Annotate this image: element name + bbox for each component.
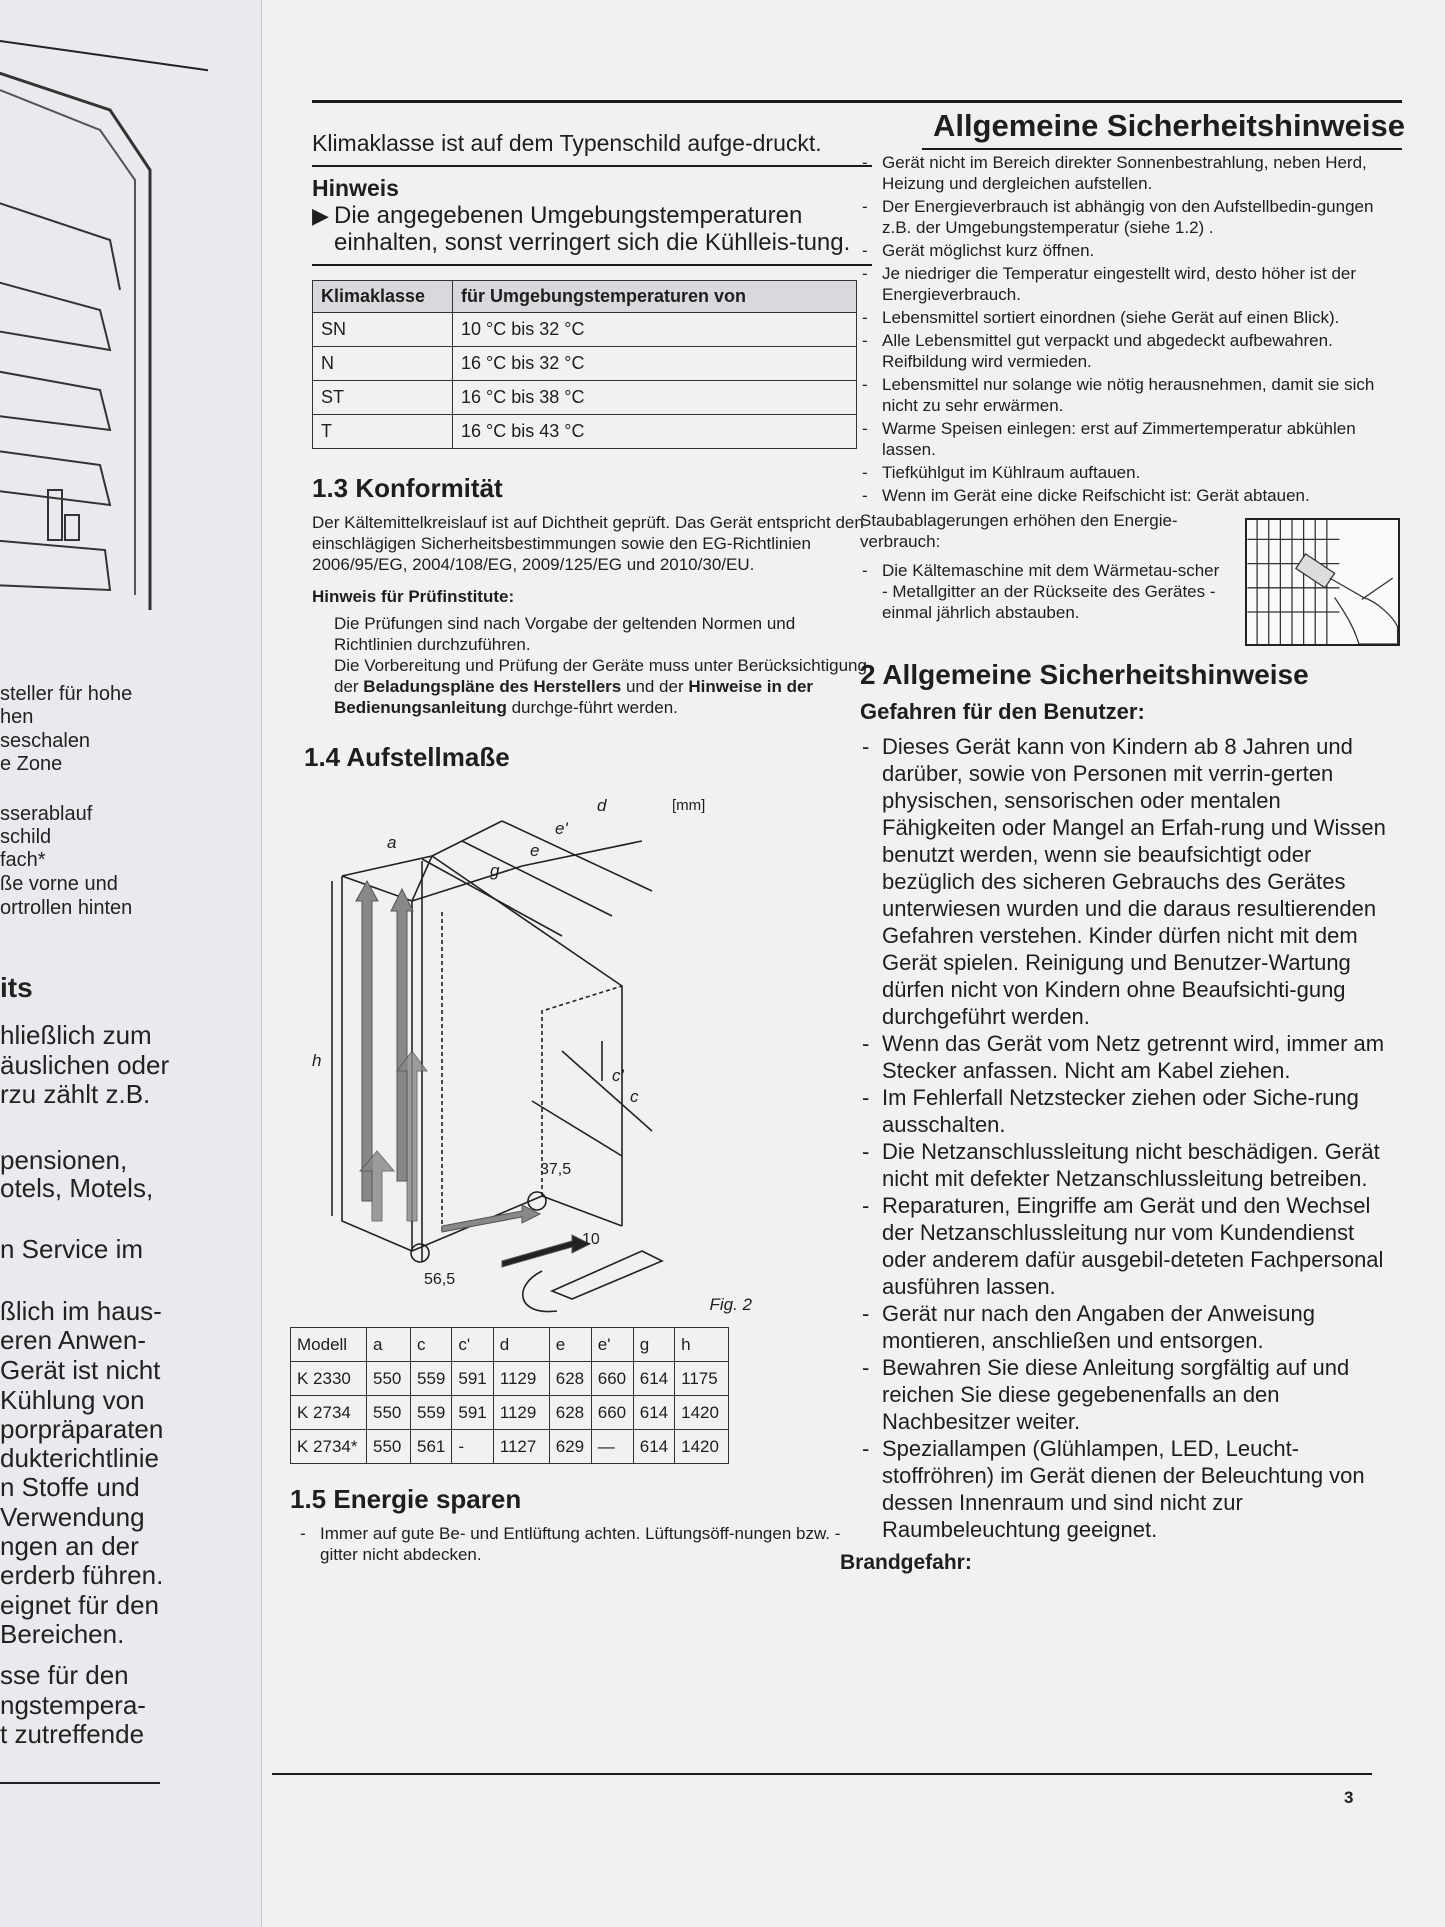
table-cell: 16 °C bis 38 °C bbox=[453, 381, 857, 415]
list-item: - Reparaturen, Eingriffe am Gerät und den Wechsel der Netzanschlussleitung nur vom Kundendienst oder anderem dafür ausgebil-deteten Fachpersonal ausführen lassen. bbox=[860, 1192, 1400, 1300]
table-row bbox=[313, 381, 857, 415]
list-item: - Lebensmittel nur solange wie nötig herausnehmen, damit sie sich nicht zu sehr erwärmen. bbox=[860, 374, 1400, 416]
list-item: - Bewahren Sie diese Anleitung sorgfältig auf und reichen Sie diese gegebenenfalls an den Nachbesitzer weiter. bbox=[860, 1354, 1400, 1435]
right-page bbox=[262, 0, 1445, 1927]
table-header-cell: Klimaklasse bbox=[313, 281, 453, 313]
klimaklasse-table bbox=[312, 280, 857, 449]
pruefinstitute-title: Hinweis für Prüfinstitute: bbox=[312, 587, 515, 606]
list-item: - Tiefkühlgut im Kühlraum auftauen. bbox=[860, 462, 1400, 483]
right-column bbox=[840, 152, 1400, 1575]
energie-list-right bbox=[860, 152, 1400, 506]
left-heading: its bbox=[0, 972, 33, 1003]
dim-label-e-prime: e' bbox=[555, 819, 568, 838]
table-cell: 1420 bbox=[675, 1396, 729, 1430]
table-cell: 550 bbox=[367, 1362, 411, 1396]
left-line: erderb führen. bbox=[0, 1560, 164, 1590]
table-header-cell: a bbox=[367, 1328, 411, 1362]
left-line: dukterichtlinie bbox=[0, 1443, 159, 1473]
staub-text: Staubablagerungen erhöhen den Energie-verbrauch: bbox=[860, 511, 1178, 551]
list-item: - Der Energieverbrauch ist abhängig von den Aufstellbedin-gungen z.B. der Umgebungstemperatur (siehe 1.2) . bbox=[860, 196, 1400, 238]
left-line: n Service im bbox=[0, 1234, 144, 1264]
footer-rule bbox=[272, 1773, 1372, 1775]
table-header-cell: c bbox=[411, 1328, 452, 1362]
sicherheit-list bbox=[860, 733, 1400, 1543]
left-page bbox=[0, 0, 262, 1927]
table-header-cell: d bbox=[493, 1328, 549, 1362]
divider bbox=[312, 264, 872, 266]
table-header-row bbox=[313, 281, 857, 313]
dim-label-56-5: 56,5 bbox=[424, 1271, 456, 1288]
left-line: Verwendung bbox=[0, 1502, 145, 1532]
dimension-figure bbox=[312, 781, 792, 1321]
pruef-text-bold: Beladungspläne des Herstellers bbox=[363, 677, 622, 696]
left-line: sse für den bbox=[0, 1660, 129, 1690]
pruef-text-part: durchge-führt werden. bbox=[506, 698, 678, 717]
list-item: - Speziallampen (Glühlampen, LED, Leucht-stoffröhren) im Gerät dienen der Beleuchtung von dessen Innenraum und sind nicht zur Raumbeleuchtung geeignet. bbox=[860, 1435, 1400, 1543]
table-cell: 16 °C bis 32 °C bbox=[453, 347, 857, 381]
table-cell: 614 bbox=[633, 1362, 674, 1396]
list-item: - Alle Lebensmittel gut verpackt und abgedeckt aufbewahren. Reifbildung wird vermieden. bbox=[860, 330, 1400, 372]
list-item: - Die Kältemaschine mit dem Wärmetau-scher - Metallgitter an der Rückseite des Gerätes - einmal jährlich abstauben. bbox=[860, 560, 1225, 623]
table-header-cell: für Umgebungstemperaturen von bbox=[453, 281, 857, 313]
table-header-cell: g bbox=[633, 1328, 674, 1362]
table-header-cell: e' bbox=[591, 1328, 633, 1362]
page-number: 3 bbox=[1344, 1788, 1354, 1807]
table-row bbox=[313, 313, 857, 347]
table-header-cell: e bbox=[549, 1328, 591, 1362]
table-cell: - bbox=[452, 1430, 493, 1464]
left-line: schild bbox=[0, 826, 52, 848]
table-row bbox=[291, 1396, 729, 1430]
section-title-energie: 1.5 Energie sparen bbox=[290, 1484, 522, 1514]
left-line: ortrollen hinten bbox=[0, 897, 133, 919]
left-line: sserablauf bbox=[0, 803, 93, 825]
table-cell: SN bbox=[313, 313, 453, 347]
dim-label-37-5: 37,5 bbox=[540, 1161, 572, 1178]
table-cell: 628 bbox=[549, 1362, 591, 1396]
table-cell: 629 bbox=[549, 1430, 591, 1464]
list-item: - Warme Speisen einlegen: erst auf Zimmertemperatur abkühlen lassen. bbox=[860, 418, 1400, 460]
unit-label: [mm] bbox=[672, 797, 706, 814]
left-line: seschalen bbox=[0, 730, 91, 752]
list-item: - Gerät möglichst kurz öffnen. bbox=[860, 240, 1400, 261]
dim-label-c: c bbox=[630, 1087, 639, 1106]
left-line: n Stoffe und bbox=[0, 1472, 140, 1502]
konformitaet-text: Der Kältemittelkreislauf ist auf Dichtheit geprüft. Das Gerät entspricht den einschlägigen Sicherheitsbestimmungen sowie den EG-Richtlinien 2006/95/EG, 2004/108/EG, 2009/125/EG und 2010/30/EU. bbox=[312, 513, 864, 574]
left-line: Gerät ist nicht bbox=[0, 1355, 161, 1385]
table-header-row bbox=[291, 1328, 729, 1362]
left-line: ße vorne und bbox=[0, 873, 118, 895]
left-line: Bereichen. bbox=[0, 1619, 125, 1649]
energie-list-left bbox=[298, 1523, 872, 1565]
pruef-paragraph-1: Die Prüfungen sind nach Vorgabe der geltenden Normen und Richtlinien durchzuführen. bbox=[334, 614, 796, 654]
left-column bbox=[290, 130, 872, 1567]
table-cell: 591 bbox=[452, 1396, 493, 1430]
table-row bbox=[313, 415, 857, 449]
staub-section bbox=[860, 510, 1400, 623]
hinweis-title: Hinweis bbox=[312, 175, 399, 201]
divider bbox=[312, 165, 872, 167]
list-item: - Wenn im Gerät eine dicke Reifschicht ist: Gerät abtauen. bbox=[860, 485, 1400, 506]
list-item: - Die Netzanschlussleitung nicht beschädigen. Gerät nicht mit defekter Netzanschlussleitung betreiben. bbox=[860, 1138, 1400, 1192]
table-row bbox=[291, 1430, 729, 1464]
table-cell: ST bbox=[313, 381, 453, 415]
left-line: t zutreffende bbox=[0, 1719, 145, 1749]
left-line: steller für hohe bbox=[0, 683, 133, 705]
table-cell: 1420 bbox=[675, 1430, 729, 1464]
table-row bbox=[313, 347, 857, 381]
table-cell: 10 °C bis 32 °C bbox=[453, 313, 857, 347]
dim-label-c-prime: c' bbox=[612, 1066, 624, 1085]
left-line: ngstempera- bbox=[0, 1690, 146, 1720]
list-item: - Je niedriger die Temperatur eingestellt wird, desto höher ist der Energieverbrauch. bbox=[860, 263, 1400, 305]
pruef-text-bold: Hinweise in der Bedienungsanleitung bbox=[334, 677, 814, 717]
gefahren-title: Gefahren für den Benutzer: bbox=[860, 699, 1145, 724]
table-cell: 1129 bbox=[493, 1362, 549, 1396]
left-line: Kühlung von bbox=[0, 1385, 145, 1415]
table-cell: 614 bbox=[633, 1396, 674, 1430]
table-cell: 1129 bbox=[493, 1396, 549, 1430]
table-cell: 660 bbox=[591, 1396, 633, 1430]
dim-label-e: e bbox=[530, 841, 540, 860]
table-cell: — bbox=[591, 1430, 633, 1464]
table-header-cell: h bbox=[675, 1328, 729, 1362]
left-line: ßlich im haus- bbox=[0, 1296, 162, 1326]
left-line: e Zone bbox=[0, 753, 63, 775]
pruef-paragraph-2 bbox=[334, 655, 872, 718]
staub-list bbox=[860, 560, 1225, 623]
table-cell: 559 bbox=[411, 1362, 452, 1396]
header-underline bbox=[922, 148, 1402, 150]
list-item: - Immer auf gute Be- und Entlüftung achten. Lüftungsöff-nungen bzw. -gitter nicht abdecken. bbox=[298, 1523, 872, 1565]
table-cell: 614 bbox=[633, 1430, 674, 1464]
intro-text: Klimaklasse ist auf dem Typenschild aufge-druckt. bbox=[312, 130, 822, 156]
table-cell: 628 bbox=[549, 1396, 591, 1430]
section-title-konformitaet: 1.3 Konformität bbox=[312, 473, 503, 503]
list-item: - Lebensmittel sortiert einordnen (siehe Gerät auf einen Blick). bbox=[860, 307, 1400, 328]
dim-label-g: g bbox=[490, 861, 500, 880]
pruef-text-part: Die Vorbereitung und Prüfung der Geräte muss unter Berücksichtigung der bbox=[334, 656, 867, 696]
table-header-cell: c' bbox=[452, 1328, 493, 1362]
table-cell: 550 bbox=[367, 1396, 411, 1430]
section-title-aufstellmasse: 1.4 Aufstellmaße bbox=[304, 742, 510, 772]
table-cell: 1127 bbox=[493, 1430, 549, 1464]
left-line: rzu zählt z.B. bbox=[0, 1079, 151, 1109]
hinweis-note bbox=[312, 202, 872, 256]
list-item: - Wenn das Gerät vom Netz getrennt wird, immer am Stecker anfassen. Nicht am Kabel ziehen. bbox=[860, 1030, 1400, 1084]
list-item: - Dieses Gerät kann von Kindern ab 8 Jahren und darüber, sowie von Personen mit verrin-gerten physischen, sensorischen oder mentalen Fähigkeiten oder Mangel an Erfah-rung und Wissen benutzt werden, wenn sie beaufsichtigt oder bezüglich des sicheren Gebrauchs des Gerätes unterwiesen wurden und die daraus resultierenden Gefahren verstehen. Kinder dürfen nicht mit dem Gerät spielen. Reinigung und Benutzer-Wartung dürfen nicht von Kindern ohne Beaufsichti-gung durchgeführt werden. bbox=[860, 733, 1400, 1030]
table-cell: N bbox=[313, 347, 453, 381]
dim-label-d: d bbox=[597, 796, 607, 815]
model-dimensions-table bbox=[290, 1327, 729, 1464]
left-line: fach* bbox=[0, 849, 46, 871]
table-cell: 660 bbox=[591, 1362, 633, 1396]
left-footer-rule bbox=[0, 1782, 160, 1784]
dim-label-a: a bbox=[387, 833, 397, 852]
table-row bbox=[291, 1362, 729, 1396]
list-item: - Gerät nicht im Bereich direkter Sonnenbestrahlung, neben Herd, Heizung und dergleichen aufstellen. bbox=[860, 152, 1400, 194]
table-cell: 591 bbox=[452, 1362, 493, 1396]
left-line: hließlich zum bbox=[0, 1020, 152, 1050]
left-line: hen bbox=[0, 706, 34, 728]
left-line: ngen an der bbox=[0, 1531, 139, 1561]
fridge-dimension-drawing bbox=[312, 781, 792, 1321]
pruefinstitute-text bbox=[312, 613, 872, 718]
left-line: eignet für den bbox=[0, 1590, 160, 1620]
brandgefahr-title: Brandgefahr: bbox=[840, 1551, 972, 1574]
section-title-sicherheit: 2 Allgemeine Sicherheitshinweise bbox=[860, 659, 1309, 690]
table-cell: 561 bbox=[411, 1430, 452, 1464]
header-rule bbox=[312, 100, 1402, 103]
table-cell: 1175 bbox=[675, 1362, 729, 1396]
table-cell: 550 bbox=[367, 1430, 411, 1464]
dim-label-h: h bbox=[312, 1051, 322, 1070]
page-header-title: Allgemeine Sicherheitshinweise bbox=[932, 108, 1405, 143]
table-cell: K 2734 bbox=[291, 1396, 367, 1430]
left-line: otels, Motels, bbox=[0, 1173, 154, 1203]
dim-label-10: 10 bbox=[582, 1231, 600, 1248]
hinweis-text: Die angegebenen Umgebungstemperaturen einhalten, sonst verringert sich die Kühlleis-tung. bbox=[334, 202, 851, 256]
left-line: pensionen, bbox=[0, 1145, 128, 1175]
table-cell: 559 bbox=[411, 1396, 452, 1430]
arrow-right-icon: ▶ bbox=[312, 203, 329, 228]
fridge-door-illustration bbox=[0, 50, 160, 610]
list-item: - Im Fehlerfall Netzstecker ziehen oder Siche-rung ausschalten. bbox=[860, 1084, 1400, 1138]
cleaning-brush-illustration bbox=[1245, 518, 1400, 646]
table-cell: K 2734* bbox=[291, 1430, 367, 1464]
table-cell: 16 °C bis 43 °C bbox=[453, 415, 857, 449]
pruef-text-part: und der bbox=[621, 677, 689, 696]
left-line: eren Anwen- bbox=[0, 1325, 146, 1355]
table-cell: K 2330 bbox=[291, 1362, 367, 1396]
left-line: äuslichen oder bbox=[0, 1050, 170, 1080]
figure-caption: Fig. 2 bbox=[709, 1295, 752, 1314]
left-line: porpräparaten bbox=[0, 1414, 164, 1444]
table-cell: T bbox=[313, 415, 453, 449]
list-item: - Gerät nur nach den Angaben der Anweisung montieren, anschließen und entsorgen. bbox=[860, 1300, 1400, 1354]
table-header-cell: Modell bbox=[291, 1328, 367, 1362]
